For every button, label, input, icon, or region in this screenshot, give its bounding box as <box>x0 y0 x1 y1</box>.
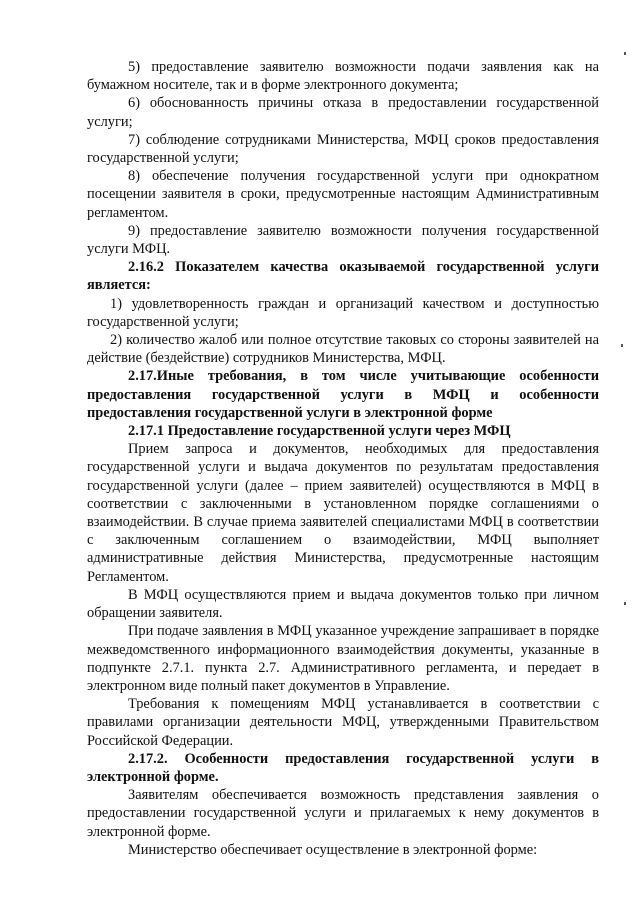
section-heading-2-16-2: 2.16.2 Показателем качества оказываемой государственной услуги является: <box>87 259 599 294</box>
paragraph-premises: Требования к помещениям МФЦ устанавливается в соответствии с правилами организации деятельности МФЦ, утвержденными Правительством Российской Федерации. <box>87 696 599 749</box>
paragraph-personal-visit: В МФЦ осуществляются прием и выдача документов только при личном обращении заявителя. <box>87 586 599 622</box>
list-item-7: 7) соблюдение сотрудниками Министерства, МФЦ сроков предоставления государственной услуги; <box>87 131 599 167</box>
quality-item-1: 1) удовлетворенность граждан и организаций качеством и доступностью государственной услуги; <box>87 295 599 330</box>
paragraph-ministry-provides: Министерство обеспечивает осуществление в электронной форме: <box>128 841 538 858</box>
section-heading-2-17-1: 2.17.1 Предоставление государственной услуги через МФЦ <box>128 423 511 440</box>
list-item-6: 6) обоснованность причины отказа в предоставлении государственной услуги; <box>87 95 599 130</box>
section-heading-2-17: 2.17.Иные требования, в том числе учитывающие особенности предоставления государственной услуги в МФЦ и особенности предоставления государственной услуги в электронной форме <box>87 368 599 421</box>
scan-speck <box>624 602 626 605</box>
paragraph-electronic-submission: Заявителям обеспечивается возможность представления заявления о предоставлении государственной услуги и прилагаемых к нему документов в электронной форме. <box>87 787 599 840</box>
list-item-8: 8) обеспечение получения государственной услуги при однократном посещении заявителя в сроки, предусмотренные настоящим Административным регламентом. <box>87 168 599 221</box>
list-item-5: 5) предоставление заявителю возможности подачи заявления как на бумажном носителе, так и в форме электронного документа; <box>87 59 599 94</box>
document-body <box>87 58 599 859</box>
scan-speck <box>621 344 623 347</box>
paragraph-reception: Прием запроса и документов, необходимых для предоставления государственной услуги и выдача документов по результатам предоставления государственной услуги (далее – прием заявителей) осуществляются в МФЦ в соответствии с заключенными в установленном порядке соглашениями о взаимодействии. В случае приема заявителей специалистами МФЦ в соответствии с заключенным соглашением о взаимодействии, МФЦ выполняет административные действия Министерства, предусмотренные настоящим Регламентом. <box>87 441 599 585</box>
paragraph-submission: При подаче заявления в МФЦ указанное учреждение запрашивает в порядке межведомственного информационного взаимодействия документы, указанные в подпункте 2.7.1. пункта 2.7. Административного регламента, и передает в электронном виде полный пакет документов в Управление. <box>87 623 599 694</box>
section-heading-2-17-2: 2.17.2. Особенности предоставления государственной услуги в электронной форме. <box>87 750 599 785</box>
scan-speck <box>624 52 626 55</box>
quality-item-2: 2) количество жалоб или полное отсутствие таковых со стороны заявителей на действие (бездействие) сотрудников Министерства, МФЦ. <box>87 332 599 367</box>
list-item-9: 9) предоставление заявителю возможности получения государственной услуги МФЦ. <box>87 222 599 258</box>
